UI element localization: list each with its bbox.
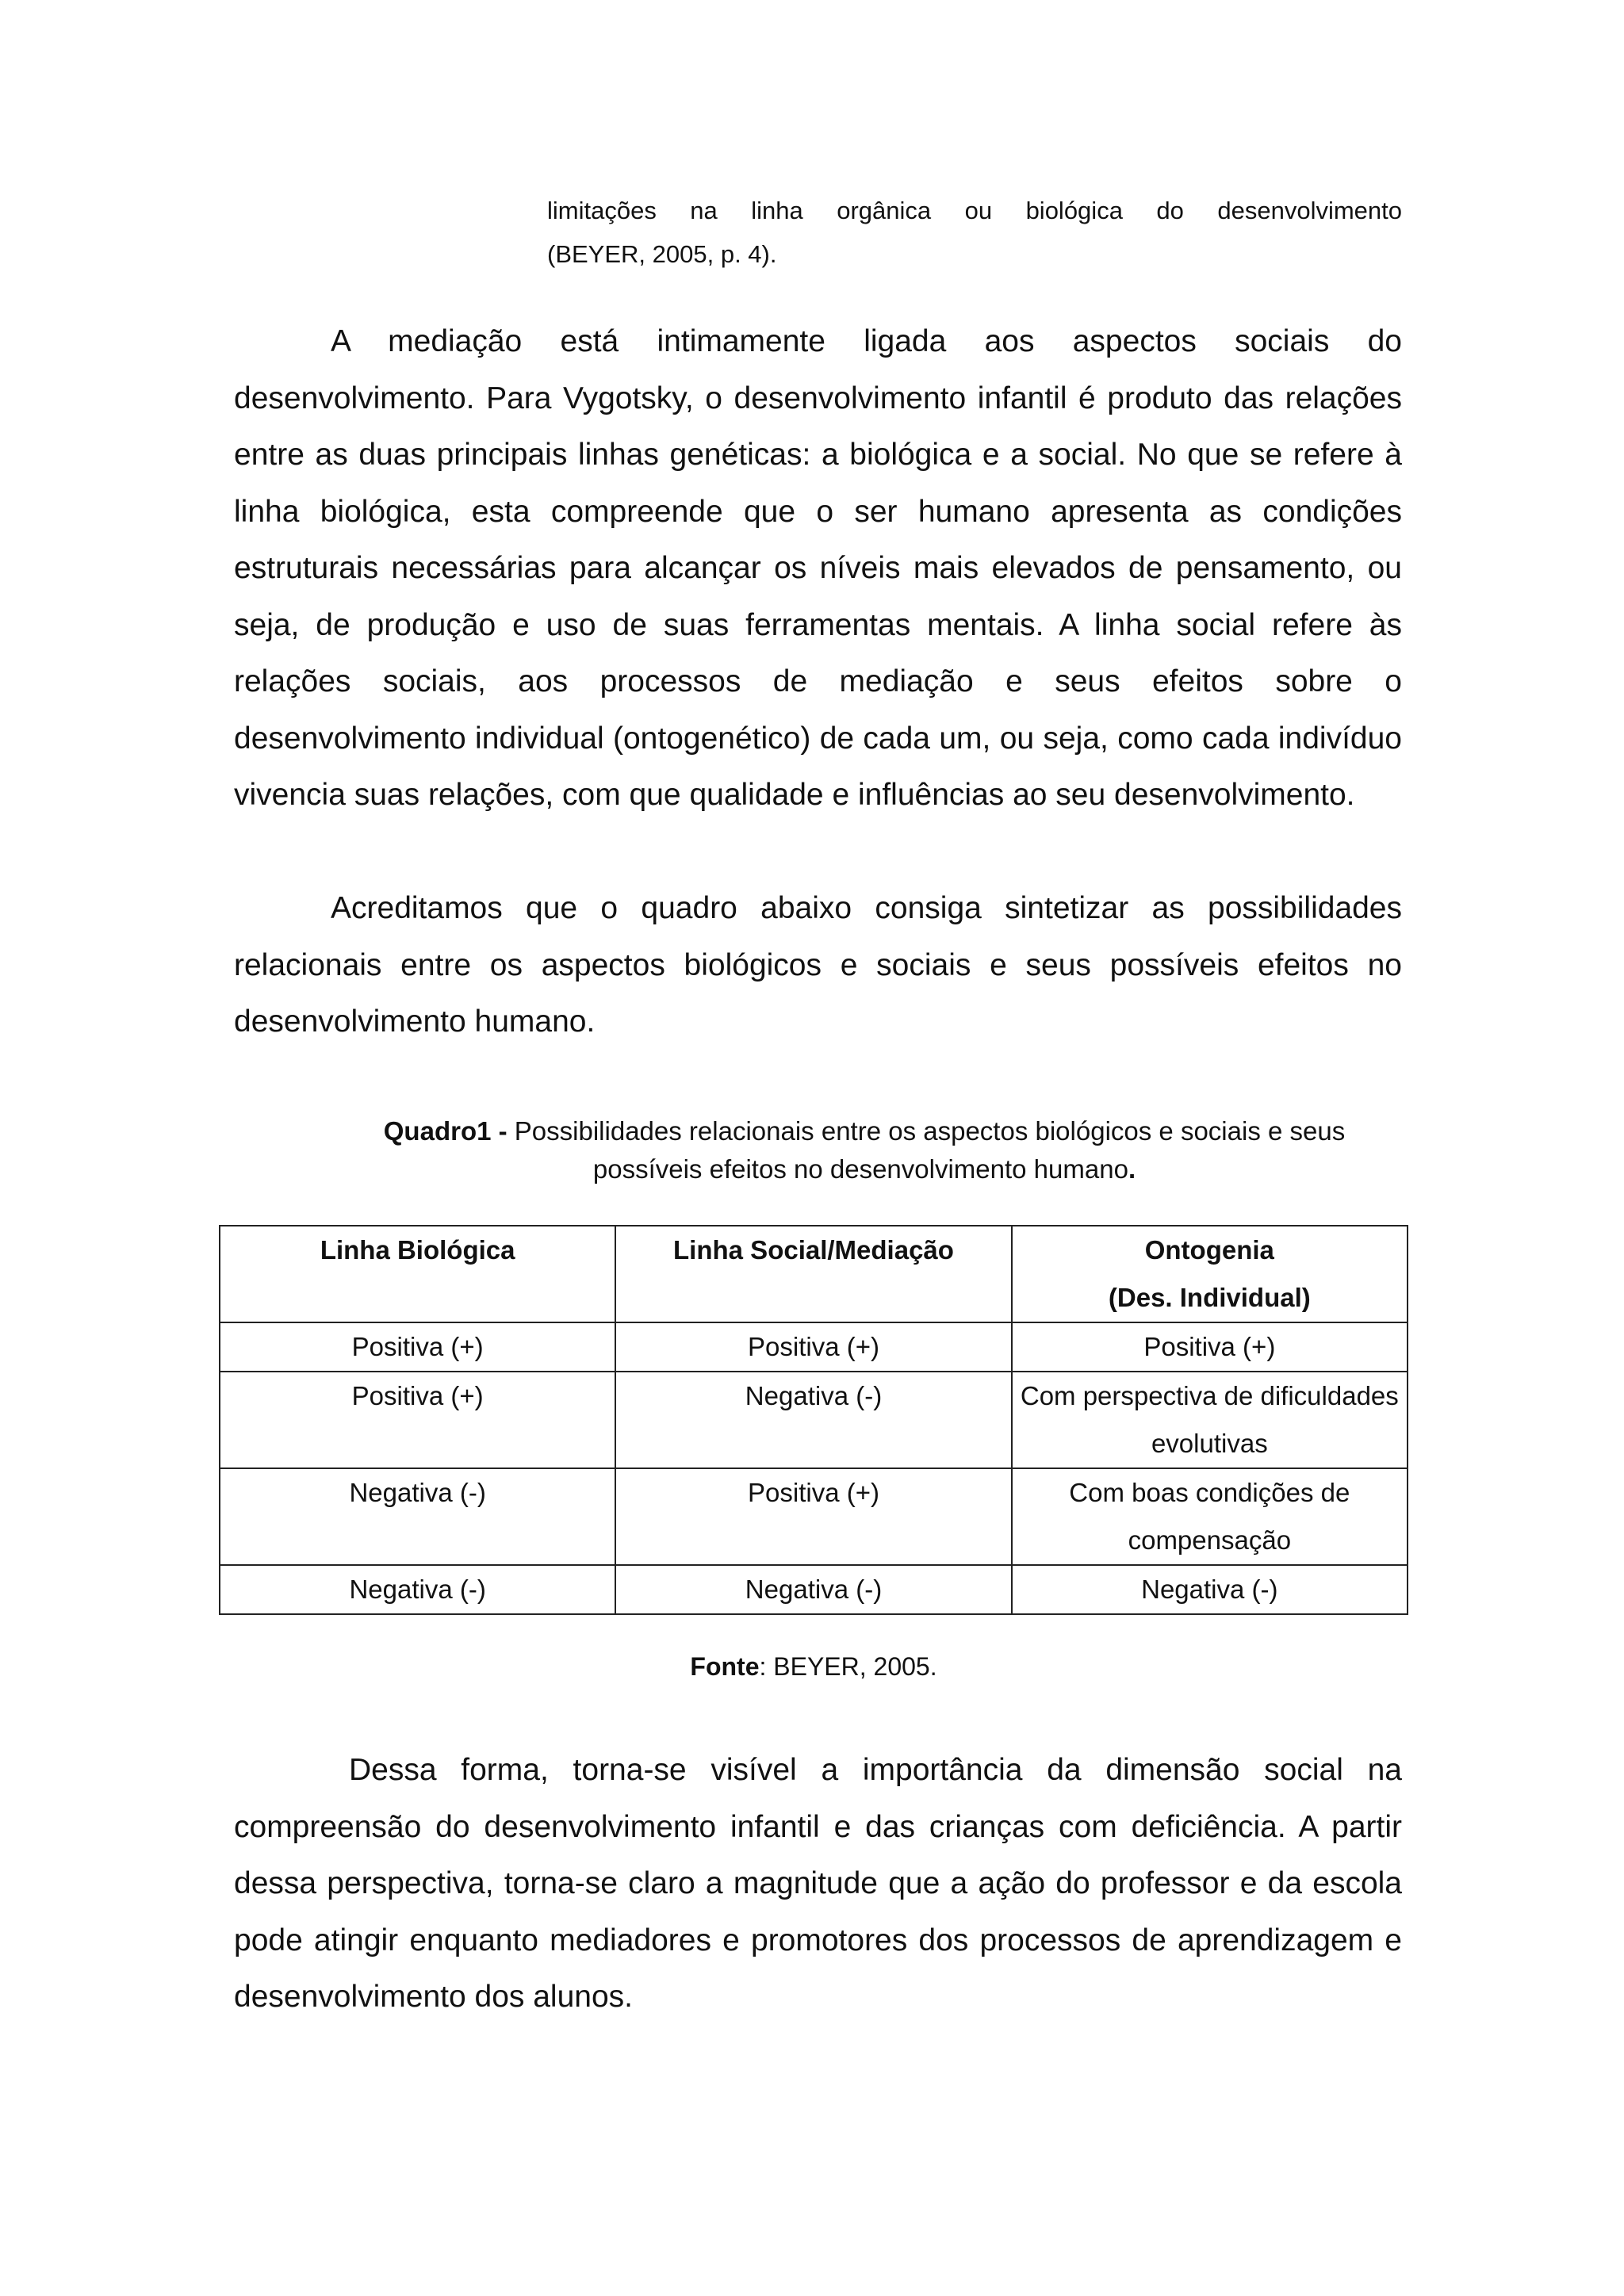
table-row <box>220 1468 1408 1565</box>
cell-biologica: Positiva (+) <box>220 1372 615 1468</box>
caption-end: . <box>1128 1154 1136 1184</box>
cell-social: Positiva (+) <box>615 1322 1011 1372</box>
header-ontogenia-line1: Ontogenia <box>1144 1235 1274 1265</box>
cell-social: Negativa (-) <box>615 1565 1011 1614</box>
caption-label: Quadro1 - <box>383 1116 508 1146</box>
table-source <box>219 1647 1408 1686</box>
cell-social: Positiva (+) <box>615 1468 1011 1565</box>
caption-text: Possibilidades relacionais entre os aspectos biológicos e sociais e seus possíveis efeitos no desenvolvimento humano <box>514 1116 1346 1184</box>
quote-line-1: limitações na linha orgânica ou biológica do desenvolvimento <box>547 197 1402 224</box>
source-label: Fonte <box>690 1652 760 1681</box>
paragraph-mediacao: A mediação está intimamente ligada aos aspectos sociais do desenvolvimento. Para Vygotsky, o desenvolvimento infantil é produto das relações entre as duas principais linhas genéticas: a biológica e a social. No que se refere à linha biológica, esta compreende que o ser humano apresenta as condições estruturais necessárias para alcançar os níveis mais elevados de pensamento, ou seja, de produção e uso de suas ferramentas mentais. A linha social refere às relações sociais, aos processos de mediação e seus efeitos sobre o desenvolvimento individual (ontogenético) de cada um, ou seja, como cada indivíduo vivencia suas relações, com que qualidade e influências ao seu desenvolvimento. <box>234 324 1402 812</box>
header-ontogenia <box>1012 1226 1408 1322</box>
quote-line-2: (BEYER, 2005, p. 4). <box>547 240 777 268</box>
cell-social: Negativa (-) <box>615 1372 1011 1468</box>
table-header-row <box>220 1226 1408 1322</box>
table-row <box>220 1322 1408 1372</box>
table-caption <box>349 1112 1380 1188</box>
block-quote <box>547 189 1402 276</box>
cell-ontogenia: Com boas condições de compensação <box>1012 1468 1408 1565</box>
header-linha-social: Linha Social/Mediação <box>615 1226 1011 1322</box>
source-text: : BEYER, 2005. <box>759 1652 937 1681</box>
cell-biologica: Negativa (-) <box>220 1468 615 1565</box>
cell-ontogenia: Positiva (+) <box>1012 1322 1408 1372</box>
header-ontogenia-line2: (Des. Individual) <box>1108 1283 1311 1312</box>
quadro-table <box>219 1225 1408 1615</box>
cell-biologica: Negativa (-) <box>220 1565 615 1614</box>
cell-biologica: Positiva (+) <box>220 1322 615 1372</box>
table-row <box>220 1565 1408 1614</box>
cell-ontogenia: Negativa (-) <box>1012 1565 1408 1614</box>
paragraph-acreditamos: Acreditamos que o quadro abaixo consiga sintetizar as possibilidades relacionais entre os aspectos biológicos e sociais e seus possíveis efeitos no desenvolvimento humano. <box>234 891 1402 1039</box>
table-row <box>220 1372 1408 1468</box>
header-linha-biologica: Linha Biológica <box>220 1226 615 1322</box>
cell-ontogenia: Com perspectiva de dificuldades evolutivas <box>1012 1372 1408 1468</box>
paragraph-dessa-forma: Dessa forma, torna-se visível a importância da dimensão social na compreensão do desenvolvimento infantil e das crianças com deficiência. A partir dessa perspectiva, torna-se claro a magnitude que a ação do professor e da escola pode atingir enquanto mediadores e promotores dos processos de aprendizagem e desenvolvimento dos alunos. <box>234 1753 1402 2014</box>
